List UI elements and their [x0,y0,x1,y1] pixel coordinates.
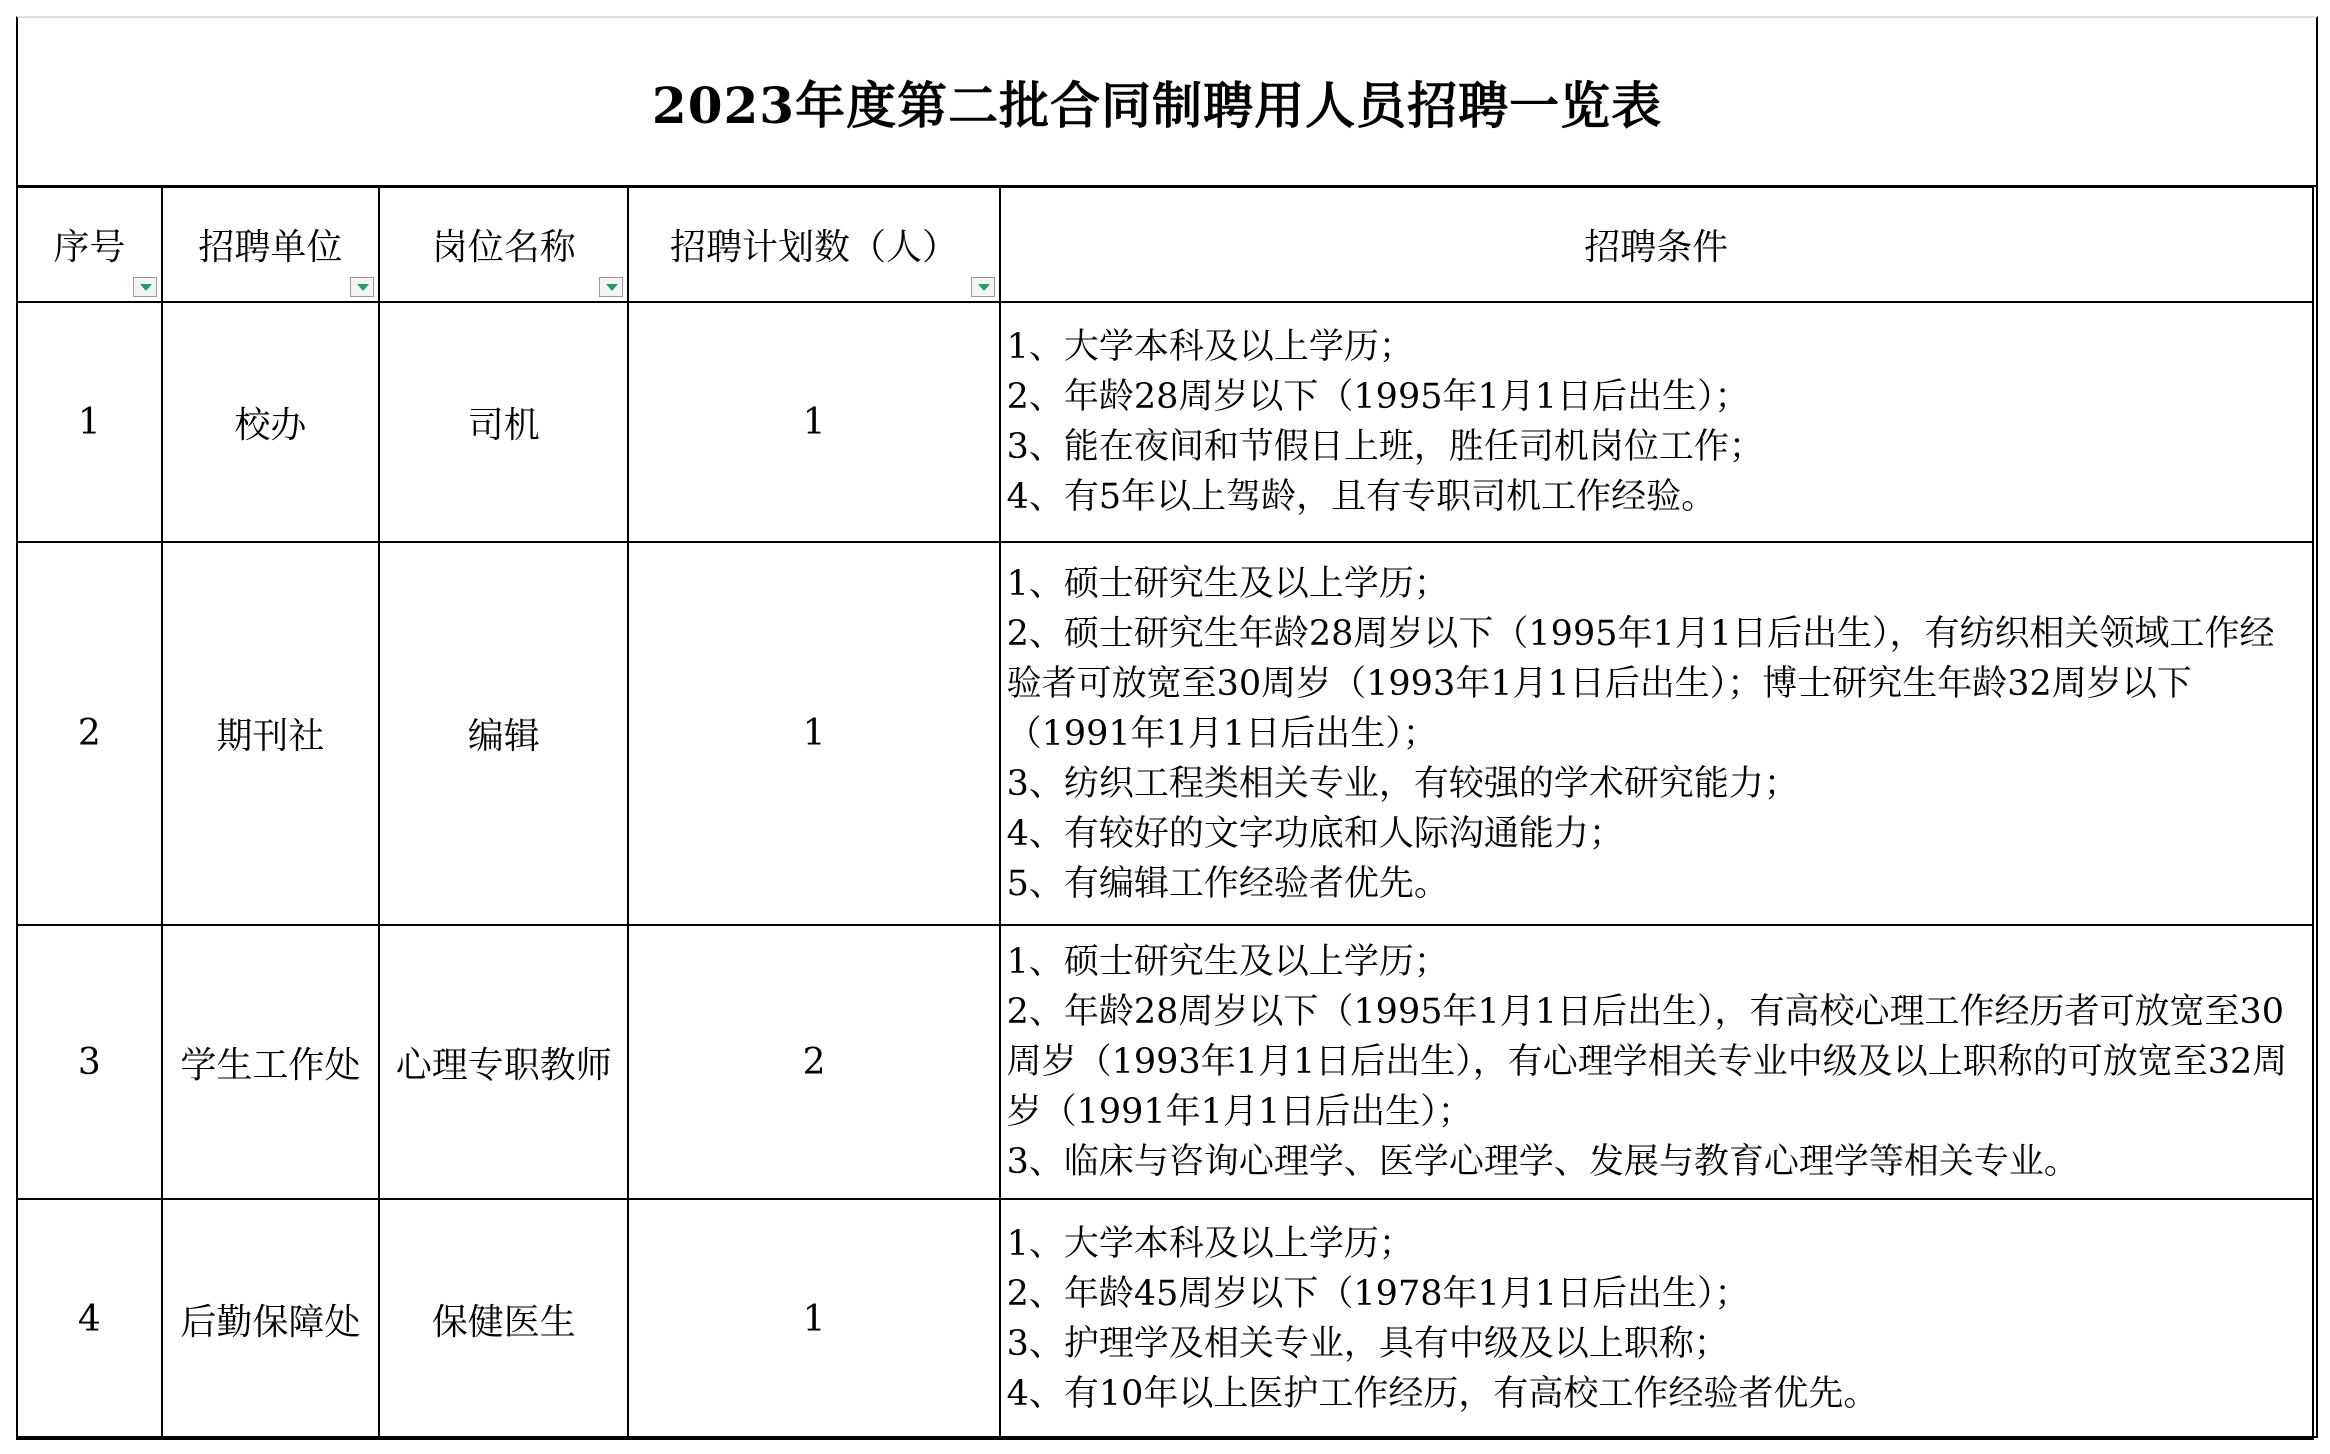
cell-count[interactable]: 1 [628,1199,999,1439]
cell-unit[interactable]: 后勤保障处 [162,1199,379,1439]
page-title: 2023年度第二批合同制聘用人员招聘一览表 [651,75,1663,135]
header-unit [162,187,379,302]
table-row [17,302,2313,542]
cell-conditions[interactable] [1000,1199,2313,1439]
cell-count[interactable]: 2 [628,925,999,1199]
filter-dropdown-icon[interactable] [350,277,374,297]
cell-position[interactable]: 司机 [379,302,628,542]
title-row [18,18,2316,187]
condition-line: 3、能在夜间和节假日上班，胜任司机岗位工作； [1006,427,1764,467]
header-position-label: 岗位名称 [431,227,576,268]
condition-line: 1、大学本科及以上学历； [1006,1224,1414,1264]
header-conditions [1000,187,2313,302]
cell-seq[interactable]: 1 [17,302,162,542]
cell-unit[interactable]: 学生工作处 [162,925,379,1199]
table-row [17,925,2313,1199]
cell-seq[interactable]: 4 [17,1199,162,1439]
cell-position[interactable]: 心理专职教师 [379,925,628,1199]
cell-position[interactable]: 编辑 [379,542,628,925]
condition-line: 4、有较好的文字功底和人际沟通能力； [1006,813,1624,854]
filter-dropdown-icon[interactable] [971,277,995,297]
condition-line: 1、硕士研究生及以上学历； [1006,563,1449,604]
header-count-label: 招聘计划数（人） [670,227,959,268]
cell-unit[interactable]: 校办 [162,302,379,542]
condition-line: 4、有10年以上医护工作经历，有高校工作经验者优先。 [1006,1374,1879,1414]
cell-seq[interactable]: 3 [17,925,162,1199]
cell-position[interactable]: 保健医生 [379,1199,628,1439]
condition-line: 3、纺织工程类相关专业，有较强的学术研究能力； [1006,763,1799,804]
condition-line: 2、年龄28周岁以下（1995年1月1日后出生）； [1006,377,1750,417]
header-position [379,187,628,302]
header-conditions-label: 招聘条件 [1584,227,1729,268]
recruitment-table [16,186,2314,1440]
spreadsheet [16,16,2318,1438]
filter-dropdown-icon[interactable] [133,277,157,297]
condition-line: 1、硕士研究生及以上学历； [1006,942,1449,982]
condition-line: 1、大学本科及以上学历； [1006,327,1414,367]
condition-line: 2、硕士研究生年龄28周岁以下（1995年1月1日后出生），有纺织相关领域工作经验者可放宽至30周岁（1993年1月1日后出生）；博士研究生年龄32周岁以下（1991年1月1日后出生）； [1006,613,2275,754]
header-unit-label: 招聘单位 [198,227,343,268]
filter-dropdown-icon[interactable] [599,277,623,297]
cell-seq[interactable]: 2 [17,542,162,925]
cell-conditions[interactable] [1000,302,2313,542]
cell-conditions[interactable] [1000,542,2313,925]
condition-line: 4、有5年以上驾龄，且有专职司机工作经验。 [1006,477,1717,517]
header-seq-label: 序号 [53,227,126,268]
table-row [17,542,2313,925]
cell-conditions[interactable] [1000,925,2313,1199]
cell-count[interactable]: 1 [628,302,999,542]
header-count [628,187,999,302]
table-row [17,1199,2313,1439]
condition-line: 2、年龄45周岁以下（1978年1月1日后出生）； [1006,1274,1750,1314]
condition-line: 3、临床与咨询心理学、医学心理学、发展与教育心理学等相关专业。 [1006,1142,2079,1182]
condition-line: 5、有编辑工作经验者优先。 [1006,863,1449,904]
condition-line: 2、年龄28周岁以下（1995年1月1日后出生），有高校心理工作经历者可放宽至30周岁（1993年1月1日后出生），有心理学相关专业中级及以上职称的可放宽至32周岁（1991年1月1日后出生）； [1006,992,2288,1132]
condition-line: 3、护理学及相关专业，具有中级及以上职称； [1006,1324,1729,1364]
header-seq [17,187,162,302]
header-row [17,187,2313,302]
cell-unit[interactable]: 期刊社 [162,542,379,925]
cell-count[interactable]: 1 [628,542,999,925]
